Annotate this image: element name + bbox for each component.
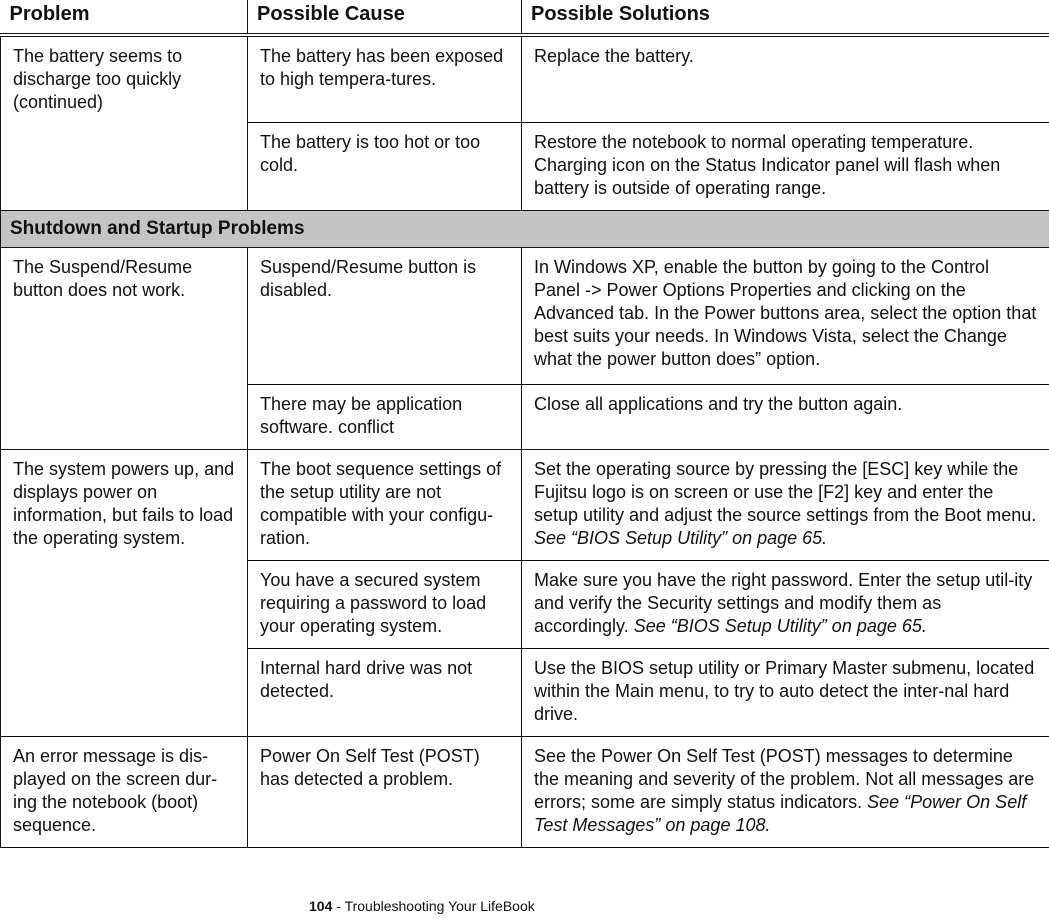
header-possible-solutions: Possible Solutions	[522, 0, 1049, 35]
solution-text: Make sure you have the right password. Enter the setup util-ity and verify the Security settings and modify them as accordingly.	[534, 569, 1033, 636]
page-footer	[309, 898, 535, 914]
footer-separator: -	[332, 898, 345, 914]
problem-cell: The battery seems to discharge too quickly (continued)	[1, 35, 248, 210]
solution-cell	[522, 560, 1049, 648]
solution-cell	[522, 247, 1049, 384]
solution-cell	[522, 384, 1049, 449]
section-title: Shutdown and Startup Problems	[1, 210, 1049, 247]
table-row	[1, 35, 1049, 122]
cause-cell: The boot sequence settings of the setup utility are not compatible with your configu-ration.	[248, 449, 522, 560]
table-row	[1, 247, 1049, 384]
solution-text: Set the operating source by pressing the [ESC] key while the Fujitsu logo is on screen or use the [F2] key and enter the setup utility and adjust the source settings from the Boot menu.	[534, 458, 1037, 525]
table-header-row	[1, 0, 1049, 35]
problem-cell: The Suspend/Resume button does not work.	[1, 247, 248, 449]
solution-text: In Windows XP, enable the button by going to the Control Panel -> Power Options Properties and clicking on the Advanced tab. In the Power buttons area, select the option that best suits your needs. In Windows Vista, select the Change what the power button does” option.	[534, 256, 1037, 369]
solution-cell	[522, 35, 1049, 122]
cause-cell: Internal hard drive was not detected.	[248, 648, 522, 736]
problem-cell: The system powers up, and displays power on information, but fails to load the operating system.	[1, 449, 248, 736]
cause-cell: Suspend/Resume button is disabled.	[248, 247, 522, 384]
problem-cell: An error message is dis-played on the screen dur-ing the notebook (boot) sequence.	[1, 736, 248, 847]
cause-cell: The battery is too hot or too cold.	[248, 122, 522, 210]
table-row	[1, 736, 1049, 847]
solution-text: Restore the notebook to normal operating temperature. Charging icon on the Status Indicator panel will flash when battery is outside of operating range.	[534, 131, 1001, 198]
header-possible-cause: Possible Cause	[248, 0, 522, 35]
cross-reference: See “Power On Self Test Messages” on page 108.	[534, 791, 1027, 835]
cause-cell: You have a secured system requiring a password to load your operating system.	[248, 560, 522, 648]
cause-cell: There may be application software. conflict	[248, 384, 522, 449]
solution-cell	[522, 122, 1049, 210]
solution-cell	[522, 736, 1049, 847]
footer-title: Troubleshooting Your LifeBook	[344, 898, 535, 914]
cross-reference: See “BIOS Setup Utility” on page 65.	[534, 527, 828, 548]
solution-text: Replace the battery.	[534, 46, 694, 66]
header-problem: Problem	[1, 0, 248, 35]
cross-reference: See “BIOS Setup Utility” on page 65.	[633, 615, 927, 636]
solution-text: See the Power On Self Test (POST) messages to determine the meaning and severity of the problem. Not all messages are errors; some are simply status indicators.	[534, 745, 1035, 812]
cause-cell: The battery has been exposed to high tempera-tures.	[248, 35, 522, 122]
solution-cell	[522, 648, 1049, 736]
solution-text: Use the BIOS setup utility or Primary Master submenu, located within the Main menu, to try to auto detect the inter-nal hard drive.	[534, 657, 1035, 724]
section-header-row	[1, 210, 1049, 247]
solution-text: Close all applications and try the button again.	[534, 393, 903, 414]
solution-cell	[522, 449, 1049, 560]
page-number: 104	[309, 898, 333, 914]
table-row	[1, 449, 1049, 560]
cause-cell: Power On Self Test (POST) has detected a problem.	[248, 736, 522, 847]
